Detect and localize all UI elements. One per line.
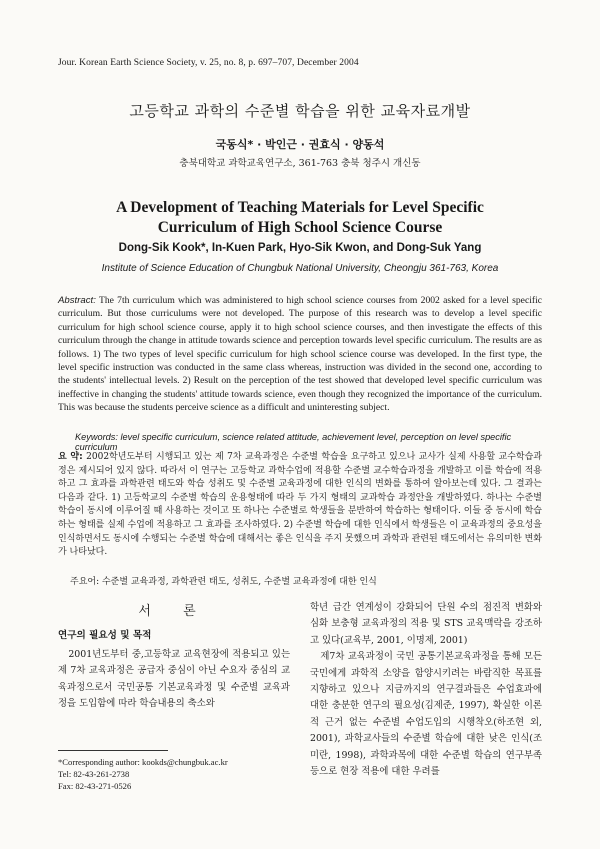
abstract-label: Abstract: (58, 295, 96, 306)
footnote-fax: Fax: 82-43-271-0526 (58, 781, 132, 791)
korean-keywords: 주요어: 수준별 교육과정, 과학관련 태도, 성취도, 수준별 교육과정에 대한 인식 (70, 577, 377, 587)
footnote-tel: Tel: 82-43-261-2738 (58, 769, 130, 779)
journal-citation: Jour. Korean Earth Science Society, v. 25, no. 8, p. 697–707, December 2004 (58, 58, 359, 68)
korean-abstract-text: 2002학년도부터 시행되고 있는 제 7차 교육과정은 수준별 학습을 요구하고 있으나 교사가 실제 사용할 교수학습과정은 제시되어 있지 않다. 따라서 이 연구는 고등학교 과학수업에 적용할 수준별 교수학습과정을 개발하고 이를 학습에 적용하고 그 효과를 과학관련 태도와 학습 성취도 및 수준별 교육과정에 대한 인식의 변화를 통하여 알아보는데 있다. 그 결과는 다음과 같다. 1) 고등학교의 수준별 학습의 운용형태에 따라 두 가지 형태의 교과학습 과정안을 개발하였다. 하나는 수준별 학습이 동시에 이루어질 때 사용하는 것이고 또 하나는 수준별로 학생들을 분반하여 학습하는 형태이다. 이들 중 동시에 학습하는 형태를 실제 수업에 적용하고 그 효과를 조사하였다. 2) 수준별 학습에 대한 인식에서 학생들은 이 교육과정의 중요성을 인식하면서도 동시에 수행되는 수준별 학습에 대해서는 좋은 인식을 주지 못했으며 과학과 관련된 태도에서는 유의미한 변화가 나타났다. (58, 452, 542, 558)
english-title-line-2: Curriculum of High School Science Course (157, 219, 443, 236)
english-title (0, 198, 600, 238)
korean-abstract (58, 451, 542, 560)
section-title: 서 론 (138, 604, 210, 619)
left-column (58, 600, 290, 712)
korean-abstract-label: 요 약: (58, 452, 83, 462)
footnote-email: *Corresponding author: kookds@chungbuk.ac.kr (58, 757, 228, 767)
right-column (310, 600, 542, 780)
korean-affiliation: 충북대학교 과학교육연구소, 361-763 충북 청주시 개신동 (179, 158, 421, 169)
subsection-title: 연구의 필요성 및 목적 (58, 630, 152, 642)
english-authors: Dong-Sik Kook*, In-Kuen Park, Hyo-Sik Kwon, and Dong-Suk Yang (118, 242, 482, 254)
english-title-line-1: A Development of Teaching Materials for Level Specific (116, 199, 484, 216)
english-affiliation: Institute of Science Education of Chungbuk National University, Cheongju 361-763, Korea (101, 263, 499, 274)
body-paragraph-continued: 학년 급간 연계성이 강화되어 단원 수의 점진적 변화와 심화 보충형 교육과정의 적용 및 STS 교육맥락을 강조하고 있다(교육부, 2001, 이명제, 2001) (310, 602, 542, 646)
body-paragraph: 제7차 교육과정이 국민 공통기본교육과정을 통해 모든 국민에게 과학적 소양을 함양시키려는 바람직한 목표를 지향하고 있으나 지금까지의 연구결과들은 수업효과에 대한 충분한 연구의 필요성(김제준, 1997), 확실한 이론적 근거 없는 수준별 수업도입의 시행착오(하조현 외, 2001), 과학교사들의 수준별 학습에 대한 낮은 인식(조미란, 1998), 과학과목에 대한 수준별 학습의 연구부족 등으로 현장 적용에 대한 우려를 (310, 651, 542, 778)
abstract-text: The 7th curriculum which was administered to high school science courses from 2002 asked for a level specific curriculum. But those curriculums were not developed. The purpose of this research was to develop a level specific curriculum for high school science course, apply it to high school science courses, and then investigate the effects of this curriculum through the change in attitude towards science and perception towards level specific curriculum. The results are as follows. 1) The two types of level specific curriculum for high school science course was developed. In the first type, the level specific instruction was conducted in the same class whereas, instruction was divided in the second one, according to the students' intellectual levels. 2) Result on the perception of the test showed that developed level specific curriculum was ineffective in changing the students' attitude towards science, even though they recognized the importance of the curriculum. This was because the students perceive science as a difficult and uninteresting subject. (58, 295, 542, 414)
body-paragraph: 2001년도부터 중,고등학교 교육현장에 적용되고 있는 제 7차 교육과정은 공급자 중심이 아닌 수요자 중심의 교육과정으로서 국민공통 기본교육과정 및 수준별 교육과정을 도입함에 따라 학습내용의 축소와 (58, 648, 290, 710)
english-abstract (58, 294, 542, 415)
korean-authors: 국동식* · 박인근 · 권효식 · 양동석 (215, 138, 385, 151)
english-keywords: Keywords: level specific curriculum, science related attitude, achievement level, perception on level specific curriculum (75, 432, 512, 452)
footnote (58, 756, 298, 792)
footnote-divider (58, 750, 168, 751)
korean-title: 고등학교 과학의 수준별 학습을 위한 교육자료개발 (129, 102, 471, 120)
